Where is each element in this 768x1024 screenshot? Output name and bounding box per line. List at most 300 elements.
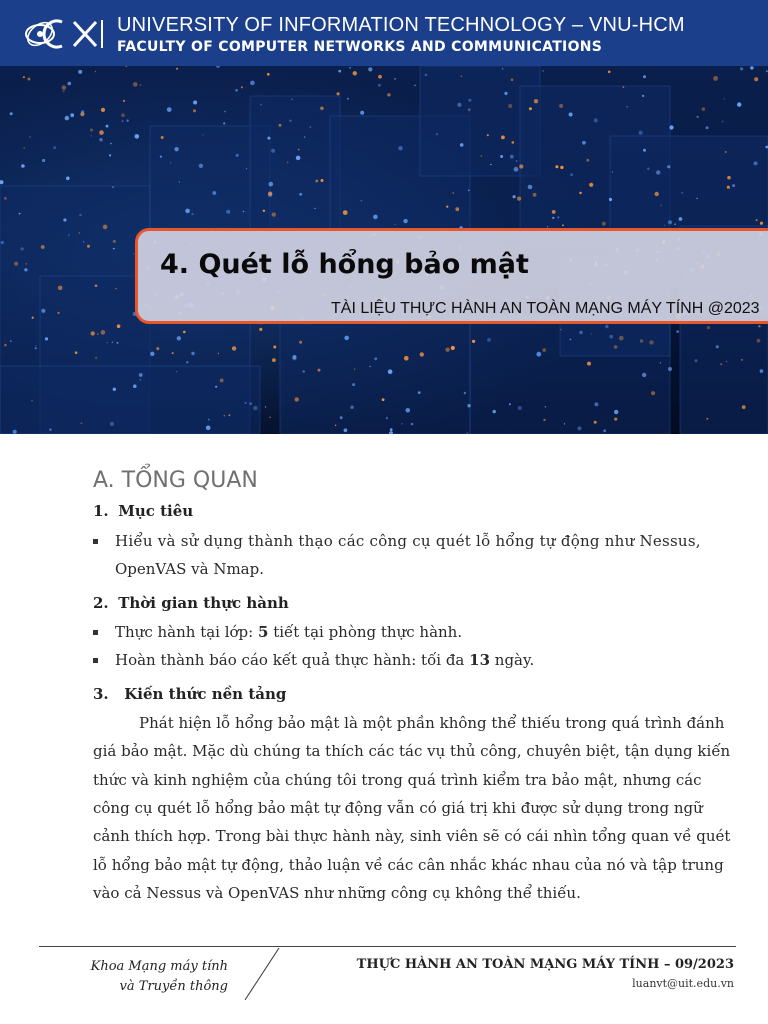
light-dot <box>619 336 624 341</box>
light-dot <box>90 135 91 136</box>
light-dot <box>340 416 343 419</box>
light-dot <box>509 403 511 405</box>
footer-email: luanvt@uit.edu.vn <box>632 977 734 990</box>
subsection-number: 1. <box>93 502 109 520</box>
light-dot <box>244 402 246 404</box>
light-dot <box>667 165 670 168</box>
light-dot <box>4 197 7 200</box>
light-dot <box>756 219 758 221</box>
light-dot <box>511 79 514 82</box>
light-dot <box>321 179 324 182</box>
light-dot <box>335 425 336 426</box>
light-dot <box>560 329 561 330</box>
light-dot <box>161 136 164 139</box>
light-dot <box>481 155 483 157</box>
light-dot <box>298 149 300 151</box>
light-dot <box>63 218 66 221</box>
light-dot <box>643 75 646 78</box>
light-dot <box>14 262 18 266</box>
light-dot <box>697 116 699 118</box>
light-dot <box>215 386 217 388</box>
light-dot <box>24 148 25 149</box>
light-dot <box>337 92 340 95</box>
light-dot <box>472 340 475 343</box>
light-dot <box>528 185 533 190</box>
light-dot <box>564 423 565 424</box>
light-dot <box>726 361 728 363</box>
circuit-block <box>280 316 470 434</box>
light-dot <box>41 245 45 249</box>
light-dot <box>99 130 104 135</box>
light-dot <box>113 388 116 391</box>
light-dot <box>681 192 683 194</box>
light-dot <box>303 370 305 372</box>
light-dot <box>353 71 357 75</box>
light-dot <box>186 361 188 363</box>
light-dot <box>218 353 219 354</box>
light-dot <box>420 352 424 356</box>
light-dot <box>167 107 172 112</box>
light-dot <box>403 219 407 223</box>
light-dot <box>150 352 154 356</box>
light-dot <box>191 213 193 215</box>
subsection-objectives <box>93 502 193 520</box>
light-dot <box>97 333 98 334</box>
light-dot <box>406 408 411 413</box>
light-dot <box>552 217 554 219</box>
light-dot <box>609 198 612 201</box>
light-dot <box>191 352 194 355</box>
light-dot <box>649 340 653 344</box>
light-dot <box>642 373 646 377</box>
light-dot <box>707 326 710 329</box>
light-dot <box>514 167 519 172</box>
light-dot <box>250 81 255 86</box>
light-dot <box>23 76 25 78</box>
light-dot <box>542 70 544 72</box>
light-dot <box>347 98 349 100</box>
light-dot <box>249 402 252 405</box>
light-dot <box>387 93 390 96</box>
light-dot <box>79 232 80 233</box>
circuit-block <box>0 366 260 434</box>
light-dot <box>110 143 112 145</box>
light-dot <box>160 156 162 158</box>
light-dot <box>542 348 546 352</box>
light-dot <box>243 211 244 212</box>
light-dot <box>10 340 12 342</box>
light-dot <box>95 71 96 72</box>
light-dot <box>626 106 627 107</box>
light-dot <box>713 76 718 81</box>
light-dot <box>754 161 758 165</box>
light-dot <box>360 111 364 115</box>
light-dot <box>179 181 180 182</box>
light-dot <box>1 241 4 244</box>
light-dot <box>557 216 559 218</box>
light-dot <box>655 192 659 196</box>
light-dot <box>272 212 276 216</box>
light-dot <box>603 429 606 432</box>
light-dot <box>267 137 270 140</box>
light-dot <box>344 428 348 432</box>
light-dot <box>13 430 17 434</box>
light-dot <box>27 78 30 81</box>
light-dot <box>545 406 547 408</box>
light-dot <box>467 404 470 407</box>
light-dot <box>401 423 403 425</box>
section-heading: A. TỔNG QUAN <box>93 468 258 493</box>
light-dot <box>361 200 363 202</box>
light-dot <box>299 341 302 344</box>
light-dot <box>378 84 381 87</box>
light-dot <box>455 207 459 211</box>
light-dot <box>656 170 660 174</box>
light-dot <box>500 155 503 158</box>
light-dot <box>318 369 321 372</box>
light-dot <box>757 339 761 343</box>
light-dot <box>140 84 142 86</box>
light-dot <box>586 159 589 162</box>
light-dot <box>609 335 613 339</box>
light-dot <box>529 107 532 110</box>
light-dot <box>268 192 272 196</box>
light-dot <box>70 113 74 117</box>
light-dot <box>235 89 238 92</box>
light-dot <box>113 240 116 243</box>
light-dot <box>183 331 186 334</box>
light-dot <box>679 217 683 221</box>
light-dot <box>464 392 466 394</box>
light-dot <box>660 205 661 206</box>
light-dot <box>460 143 464 147</box>
footer-divider <box>39 946 736 947</box>
light-dot <box>374 357 377 360</box>
light-dot <box>66 177 70 181</box>
light-dot <box>411 423 413 425</box>
document-subtitle: TÀI LIỆU THỰC HÀNH AN TOÀN MẠNG MÁY TÍNH @2023 <box>331 300 760 317</box>
light-dot <box>591 333 592 334</box>
university-name: UNIVERSITY OF INFORMATION TECHNOLOGY – VNU-HCM <box>117 14 685 36</box>
light-dot <box>533 193 537 197</box>
light-dot <box>562 224 564 226</box>
light-dot <box>296 156 301 161</box>
light-dot <box>727 176 731 180</box>
light-dot <box>212 191 216 195</box>
light-dot <box>702 107 706 111</box>
light-dot <box>170 162 171 163</box>
light-dot <box>107 342 108 343</box>
light-dot <box>468 99 471 102</box>
light-dot <box>193 101 197 105</box>
light-dot <box>133 384 137 388</box>
light-dot <box>271 149 275 153</box>
light-dot <box>260 104 262 106</box>
light-dot <box>315 180 318 183</box>
light-dot <box>382 398 385 401</box>
light-dot <box>418 391 421 394</box>
light-dot <box>202 134 203 135</box>
light-dot <box>117 324 121 328</box>
light-dot <box>49 429 51 431</box>
light-dot <box>109 154 111 156</box>
light-dot <box>95 284 98 287</box>
light-dot <box>395 224 396 225</box>
light-dot <box>53 146 56 149</box>
light-dot <box>614 345 618 349</box>
light-dot <box>344 336 349 341</box>
light-dot <box>504 92 507 95</box>
light-dot <box>668 220 672 224</box>
light-dot <box>742 405 746 409</box>
light-dot <box>176 68 178 70</box>
light-dot <box>199 164 203 168</box>
light-dot <box>91 331 95 335</box>
light-dot <box>623 86 625 88</box>
light-dot <box>640 339 643 342</box>
light-dot <box>95 357 97 359</box>
light-dot <box>570 339 572 341</box>
light-dot <box>398 146 402 150</box>
light-dot <box>291 98 293 100</box>
light-dot <box>760 369 764 373</box>
subsection-title: Thời gian thực hành <box>118 594 289 612</box>
light-dot <box>193 109 196 112</box>
document-title: 4. Quét lỗ hổng bảo mật <box>160 249 529 280</box>
faculty-name: FACULTY OF COMPUTER NETWORKS AND COMMUNICATIONS <box>117 39 603 55</box>
footer-course-title: THỰC HÀNH AN TOÀN MẠNG MÁY TÍNH – 09/2023 <box>356 957 734 972</box>
light-dot <box>727 186 730 189</box>
light-dot <box>10 112 13 115</box>
light-dot <box>21 164 25 168</box>
light-dot <box>87 245 90 248</box>
light-dot <box>31 400 33 402</box>
light-dot <box>388 369 393 374</box>
light-dot <box>578 426 582 430</box>
light-dot <box>368 67 372 71</box>
light-dot <box>695 359 698 362</box>
light-dot <box>725 151 727 153</box>
light-dot <box>724 98 725 99</box>
light-dot <box>253 406 258 411</box>
subsection-number: 2. <box>93 594 109 612</box>
light-dot <box>269 417 270 418</box>
light-dot <box>185 209 190 214</box>
light-dot <box>696 198 697 199</box>
light-dot <box>513 195 516 198</box>
bullet-marker <box>93 539 98 544</box>
light-dot <box>589 183 593 187</box>
light-dot <box>29 136 30 137</box>
light-dot <box>75 351 78 354</box>
light-dot <box>99 138 102 141</box>
light-dot <box>720 363 722 365</box>
light-dot <box>519 164 523 168</box>
light-dot <box>24 268 27 271</box>
light-dot <box>208 419 210 421</box>
light-dot <box>103 225 108 230</box>
report-days-count: 13 <box>469 651 491 669</box>
light-dot <box>295 397 299 401</box>
light-dot <box>706 418 708 420</box>
light-dot <box>224 111 226 113</box>
light-dot <box>594 402 598 406</box>
light-dot <box>174 147 178 151</box>
light-dot <box>279 124 282 127</box>
light-dot <box>754 77 758 81</box>
light-dot <box>309 126 311 128</box>
light-dot <box>220 379 224 383</box>
light-dot <box>101 108 105 112</box>
light-dot <box>236 154 239 157</box>
light-dot <box>223 122 225 124</box>
light-dot <box>579 331 583 335</box>
light-dot <box>350 406 353 409</box>
light-dot <box>133 82 138 87</box>
light-dot <box>45 337 48 340</box>
light-dot <box>35 347 37 349</box>
light-dot <box>246 168 247 169</box>
class-sessions-count: 5 <box>257 623 269 641</box>
light-dot <box>543 419 545 421</box>
light-dot <box>127 120 129 122</box>
hero-banner <box>0 66 768 434</box>
light-dot <box>112 342 113 343</box>
light-dot <box>106 125 109 128</box>
light-dot <box>647 168 649 170</box>
subsection-number: 3. <box>93 685 109 703</box>
light-dot <box>605 325 608 328</box>
light-dot <box>299 193 302 196</box>
light-dot <box>445 348 449 352</box>
light-dot <box>461 76 463 78</box>
light-dot <box>758 325 760 327</box>
light-dot <box>493 410 496 413</box>
light-dot <box>349 67 351 69</box>
light-dot <box>587 362 591 366</box>
light-dot <box>373 215 378 220</box>
light-dot <box>80 422 82 424</box>
light-dot <box>19 213 21 215</box>
light-dot <box>269 182 274 187</box>
light-dot <box>320 107 324 111</box>
light-dot <box>139 379 141 381</box>
light-dot <box>63 90 65 92</box>
light-dot <box>224 415 226 417</box>
light-dot <box>741 359 743 361</box>
light-dot <box>451 346 455 350</box>
footer-slash-divider <box>241 946 291 1002</box>
light-dot <box>594 118 598 122</box>
light-dot <box>292 356 296 360</box>
subsection-background <box>93 685 286 703</box>
light-dot <box>241 86 243 88</box>
light-dot <box>21 247 24 250</box>
light-dot <box>737 102 741 106</box>
light-dot <box>42 159 45 162</box>
light-dot <box>273 346 276 349</box>
light-dot <box>68 234 70 236</box>
light-dot <box>101 330 106 335</box>
light-dot <box>510 155 514 159</box>
light-dot <box>668 367 672 371</box>
light-dot <box>81 110 84 113</box>
light-dot <box>716 345 719 348</box>
light-dot <box>555 165 558 168</box>
light-dot <box>468 108 471 111</box>
light-dot <box>582 141 586 145</box>
light-dot <box>352 383 355 386</box>
bullet-marker <box>93 658 98 663</box>
light-dot <box>425 74 427 76</box>
light-dot <box>65 116 70 121</box>
light-dot <box>579 192 582 195</box>
light-dot <box>404 356 409 361</box>
light-dot <box>26 263 27 264</box>
light-dot <box>139 373 143 377</box>
light-dot <box>651 391 655 395</box>
light-dot <box>669 125 673 129</box>
light-dot <box>265 406 266 407</box>
light-dot <box>760 222 763 225</box>
light-dot <box>516 160 518 162</box>
light-dot <box>642 95 644 97</box>
light-dot <box>206 426 211 431</box>
light-dot <box>57 312 59 314</box>
light-dot <box>176 371 177 372</box>
light-dot <box>110 422 114 426</box>
light-dot <box>468 190 470 192</box>
light-dot <box>4 344 7 347</box>
light-dot <box>78 70 82 74</box>
light-dot <box>674 223 676 225</box>
light-dot <box>517 197 521 201</box>
light-dot <box>90 129 93 132</box>
light-dot <box>304 136 305 137</box>
light-dot <box>501 136 505 140</box>
light-dot <box>612 172 613 173</box>
light-dot <box>386 417 388 419</box>
light-dot <box>272 358 276 362</box>
light-dot <box>706 126 709 129</box>
light-dot <box>267 73 270 76</box>
uit-logo-icon <box>24 16 106 52</box>
light-dot <box>512 141 515 144</box>
light-dot <box>68 82 72 86</box>
light-dot <box>232 346 236 350</box>
light-dot <box>560 166 563 169</box>
light-dot <box>414 85 416 87</box>
light-dot <box>122 120 124 122</box>
light-dot <box>135 134 140 139</box>
light-dot <box>643 149 646 152</box>
bullet-marker <box>93 630 98 635</box>
light-dot <box>594 421 597 424</box>
light-dot <box>466 432 468 434</box>
light-dot <box>338 70 341 73</box>
footer-faculty: Khoa Mạng máy tính và Truyền thông <box>90 959 228 994</box>
light-dot <box>172 352 174 354</box>
circuit-block <box>250 96 340 236</box>
light-dot <box>559 104 563 108</box>
light-dot <box>602 222 606 226</box>
light-dot <box>490 164 491 165</box>
header-bar <box>0 0 768 66</box>
light-dot <box>750 66 753 69</box>
light-dot <box>740 67 743 70</box>
light-dot <box>115 288 116 289</box>
light-dot <box>446 206 448 208</box>
